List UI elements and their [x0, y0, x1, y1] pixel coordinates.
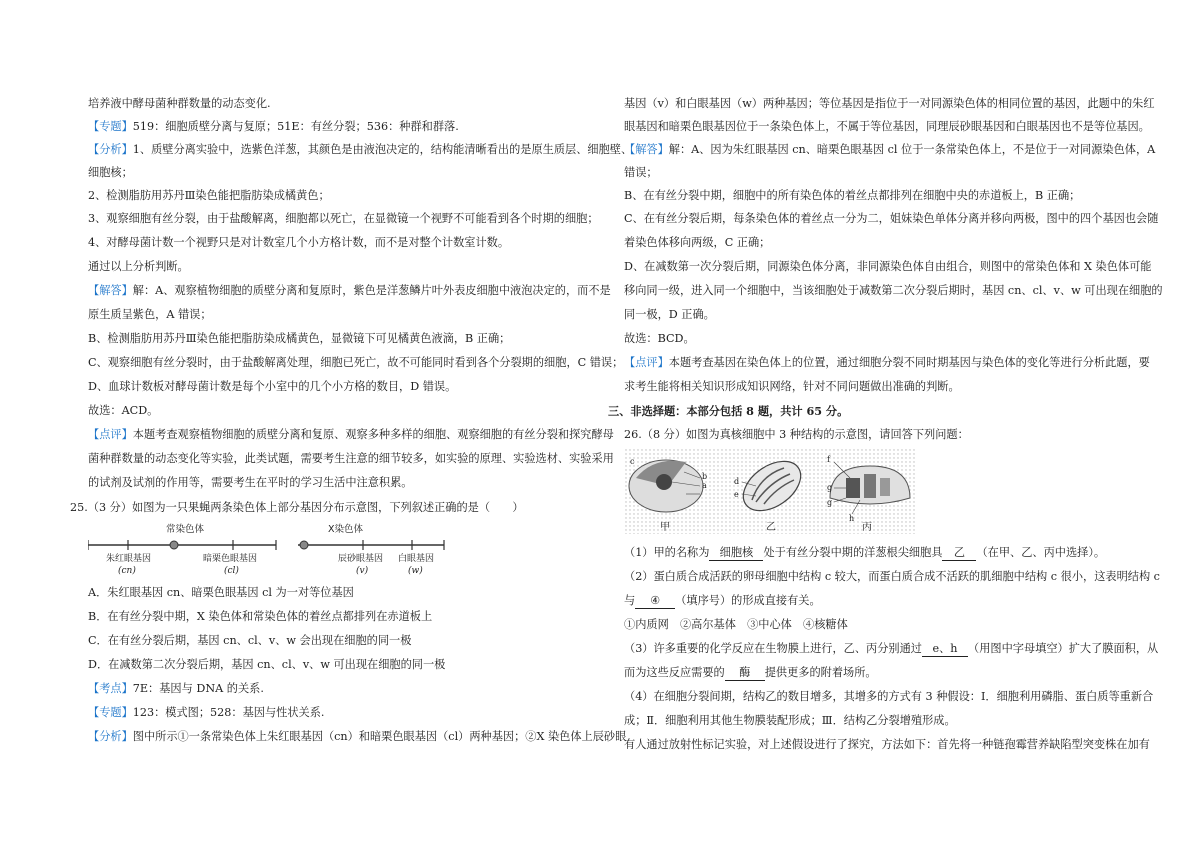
- text: 提供更多的附着场所。: [764, 666, 877, 679]
- question-26: 26.（8 分）如图为真核细胞中 3 种结构的示意图，请回答下列问题：: [624, 428, 969, 441]
- option-c: C．在有丝分裂后期，基因 cn、cl、v、w 会出现在细胞的同一极: [88, 634, 412, 647]
- text-line: C、观察细胞有丝分裂时，由于盐酸解离处理，细胞已死亡，故不可能同时看到各个分裂期的细胞，C 错误；: [88, 356, 624, 369]
- topic-text: 123：模式图；528：基因与性状关系.: [132, 706, 325, 719]
- sub-question-2-options: ①内质网 ②高尔基体 ③中心体 ④核糖体: [624, 618, 848, 631]
- text-line: D、在减数第一次分裂后期，同源染色体分离，非同源染色体自由组合，则图中的常染色体和 X 染色体可能: [624, 260, 1152, 273]
- text-line: 菌种群数量的动态变化等实验，此类试题，需要考生注意的细节较多，如实验的原理、实验选材、实验采用: [88, 452, 614, 465]
- text-line: 基因（v）和白眼基因（w）两种基因；等位基因是指位于一对同源染色体的相同位置的基因，此题中的朱红: [624, 97, 1155, 110]
- label-g: g: [827, 483, 833, 492]
- option-d: D．在减数第二次分裂后期，基因 cn、cl、v、w 可出现在细胞的同一极: [88, 658, 446, 671]
- label-e: e: [734, 490, 739, 499]
- sub-question-2: （2）蛋白质合成活跃的卵母细胞中结构 c 较大，而蛋白质合成不活跃的肌细胞中结构 c 很小，这表明结构 c: [624, 570, 1160, 583]
- answer-line: [624, 143, 1155, 157]
- text: （在甲、乙、丙中选择）。: [976, 546, 1106, 559]
- label-h: h: [849, 514, 855, 523]
- text-line: 同一极，D 正确。: [624, 308, 715, 321]
- topic-line: [88, 706, 324, 720]
- nucleolus: [656, 474, 672, 490]
- gene-symbol: (v): [356, 566, 369, 576]
- text-line: B、检测脂肪用苏丹Ⅲ染色能把脂肪染成橘黄色，显微镜下可见橘黄色液滴，B 正确；: [88, 332, 511, 345]
- centromere: [170, 541, 178, 549]
- answer-tag: 【解答】: [624, 143, 669, 156]
- section-heading: 三、非选择题：本部分包括 8 题，共计 65 分。: [608, 404, 849, 418]
- option-a: A．朱红眼基因 cn、暗栗色眼基因 cl 为一对等位基因: [88, 586, 354, 599]
- text-line: 着染色体移向两级，C 正确；: [624, 236, 771, 249]
- answer-blank: 乙: [942, 546, 976, 561]
- right-column: [600, 0, 1200, 848]
- text-line: 4、对酵母菌计数一个视野只是对计数室几个小方格计数，而不是对整个计数室计数。: [88, 236, 510, 249]
- text-line: 培养液中酵母菌种群数量的动态变化.: [88, 97, 271, 110]
- text-line: 有人通过放射性标记实验，对上述假设进行了探究，方法如下：首先将一种链孢霉营养缺陷型突变株在加有: [624, 738, 1150, 751]
- text-line: 故选：ACD。: [88, 404, 159, 417]
- figure-label-yi: 乙: [766, 522, 776, 533]
- label-d: d: [734, 477, 740, 486]
- text: （用图中字母填空）扩大了膜面积，从: [968, 642, 1159, 655]
- analysis-tag: 【分析】: [88, 143, 133, 156]
- comment-line: [88, 428, 614, 442]
- label-f: f: [827, 455, 830, 464]
- autosome-label: 常染色体: [166, 524, 205, 535]
- text-line: B、在有丝分裂中期，细胞中的所有染色体的着丝点都排列在细胞中央的赤道板上，B 正确；: [624, 189, 1081, 202]
- keypoint-tag: 【考点】: [88, 682, 133, 695]
- text-line: 眼基因和暗栗色眼基因位于一条染色体上，不属于等位基因，同理辰砂眼基因和白眼基因也不是等位基因。: [624, 120, 1150, 133]
- topic-line: [88, 120, 459, 134]
- text-line: 错误；: [624, 166, 658, 179]
- gene-symbol: (cn): [118, 566, 136, 576]
- chromosome-diagram: [88, 522, 448, 576]
- gene-symbol: (cl): [224, 566, 239, 576]
- label-a: a: [702, 481, 707, 490]
- text-line: 细胞核；: [88, 166, 133, 179]
- gene-symbol: (w): [408, 566, 423, 576]
- answer-blank: 酶: [725, 666, 765, 681]
- analysis-text: 图中所示①一条常染色体上朱红眼基因（cn）和暗栗色眼基因（cl）两种基因；②X 染色体上辰砂眼: [132, 730, 627, 743]
- topic-tag: 【专题】: [88, 706, 133, 719]
- topic-tag: 【专题】: [88, 120, 133, 133]
- gene-label: 暗栗色眼基因: [203, 554, 258, 564]
- text-line: 通过以上分析判断。: [88, 260, 189, 273]
- text: （3）许多重要的化学反应在生物膜上进行，乙、丙分别通过: [624, 642, 922, 655]
- answer-blank: ④: [635, 594, 675, 609]
- analysis-line: [88, 143, 632, 157]
- sub-question-3-cont: [624, 666, 877, 681]
- gene-label: 白眼基因: [398, 554, 435, 564]
- sub-question-4: （4）在细胞分裂间期，结构乙的数目增多，其增多的方式有 3 种假设：Ⅰ．细胞利用磷脂、蛋白质等重新合: [624, 690, 1154, 703]
- answer-blank: 细胞核: [709, 546, 763, 561]
- label-g: g: [827, 498, 833, 507]
- keypoint-text: 7E：基因与 DNA 的关系.: [132, 682, 264, 695]
- answer-blank: e、h: [922, 642, 968, 657]
- text: 而为这些反应需要的: [624, 666, 725, 679]
- sub-question-2-cont: [624, 594, 821, 609]
- text-line: 原生质呈紫色，A 错误；: [88, 308, 212, 321]
- grana-stack: [864, 474, 876, 498]
- text-line: 移向同一级，进入同一个细胞中，当该细胞处于减数第二次分裂后期时，基因 cn、cl、v、w 可出现在细胞的: [624, 284, 1163, 297]
- answer-line: [88, 284, 611, 298]
- grana-stack: [846, 478, 860, 498]
- text: 处于有丝分裂中期的洋葱根尖细胞具: [763, 546, 943, 559]
- text-line: 求考生能将相关知识形成知识网络，针对不同问题做出准确的判断。: [624, 380, 960, 393]
- keypoint-line: [88, 682, 264, 696]
- comment-text: 本题考查观察植物细胞的质壁分离和复原、观察多种多样的细胞、观察细胞的有丝分裂和探究酵母: [132, 428, 614, 441]
- answer-text: 解：A、观察植物细胞的质壁分离和复原时，紫色是洋葱鳞片叶外表皮细胞中液泡决定的，而不是: [132, 284, 611, 297]
- centromere: [300, 541, 308, 549]
- comment-line: [624, 356, 1150, 370]
- text: （1）甲的名称为: [624, 546, 710, 559]
- answer-text: 解：A、因为朱红眼基因 cn、暗栗色眼基因 cl 位于一条常染色体上，不是位于一对同源染色体，A: [668, 143, 1156, 156]
- text-line: D、血球计数板对酵母菌计数是每个小室中的几个小方格的数目，D 错误。: [88, 380, 457, 393]
- analysis-tag: 【分析】: [88, 730, 133, 743]
- comment-text: 本题考查基因在染色体上的位置，通过细胞分裂不同时期基因与染色体的变化等进行分析此题，要: [668, 356, 1150, 369]
- text-line: C、在有丝分裂后期，每条染色体的着丝点一分为二，姐妹染色单体分离并移向两极，图中的四个基因也会随: [624, 212, 1159, 225]
- text-line: 2、检测脂肪用苏丹Ⅲ染色能把脂肪染成橘黄色；: [88, 189, 330, 202]
- comment-tag: 【点评】: [88, 428, 133, 441]
- answer-tag: 【解答】: [88, 284, 133, 297]
- chromosome-figure: [88, 522, 448, 576]
- text-line: 故选：BCD。: [624, 332, 695, 345]
- figure-label-bing: 丙: [862, 522, 872, 533]
- grana-stack: [880, 478, 890, 496]
- option-b: B．在有丝分裂中期，X 染色体和常染色体的着丝点都排列在赤道板上: [88, 610, 433, 623]
- x-chromosome-label: X染色体: [328, 524, 364, 535]
- topic-text: 519：细胞质壁分离与复原；51E：有丝分裂；536：种群和群落.: [132, 120, 459, 133]
- sub-question-3: [624, 642, 1158, 657]
- label-c: c: [630, 457, 635, 466]
- label-b: b: [702, 472, 708, 481]
- question-25: 25.（3 分）如图为一只果蝇两条染色体上部分基因分布示意图，下列叙述正确的是（ ）: [70, 501, 524, 514]
- figure-label-jia: 甲: [660, 522, 670, 533]
- gene-label: 朱红眼基因: [106, 554, 152, 564]
- analysis-line: [88, 730, 626, 744]
- text-line: 3、观察细胞有丝分裂，由于盐酸解离，细胞都以死亡，在显微镜一个视野不可能看到各个时期的细胞；: [88, 212, 599, 225]
- gene-label: 辰砂眼基因: [338, 554, 384, 564]
- text: （填序号）的形成直接有关。: [675, 594, 821, 607]
- cell-structures-diagram: [624, 448, 916, 534]
- cell-structures-figure: [624, 448, 916, 534]
- comment-tag: 【点评】: [624, 356, 669, 369]
- sub-question-1: [624, 546, 1105, 561]
- text-line: 成；Ⅱ．细胞利用其他生物膜装配形成；Ⅲ．结构乙分裂增殖形成。: [624, 714, 956, 727]
- analysis-text: 1、质壁分离实验中，选紫色洋葱，其颜色是由液泡决定的，结构能清晰看出的是原生质层、细胞壁、: [132, 143, 633, 156]
- text-line: 的试剂及试剂的作用等，需要考生在平时的学习生活中注意积累。: [88, 476, 413, 489]
- text: 与: [624, 594, 636, 607]
